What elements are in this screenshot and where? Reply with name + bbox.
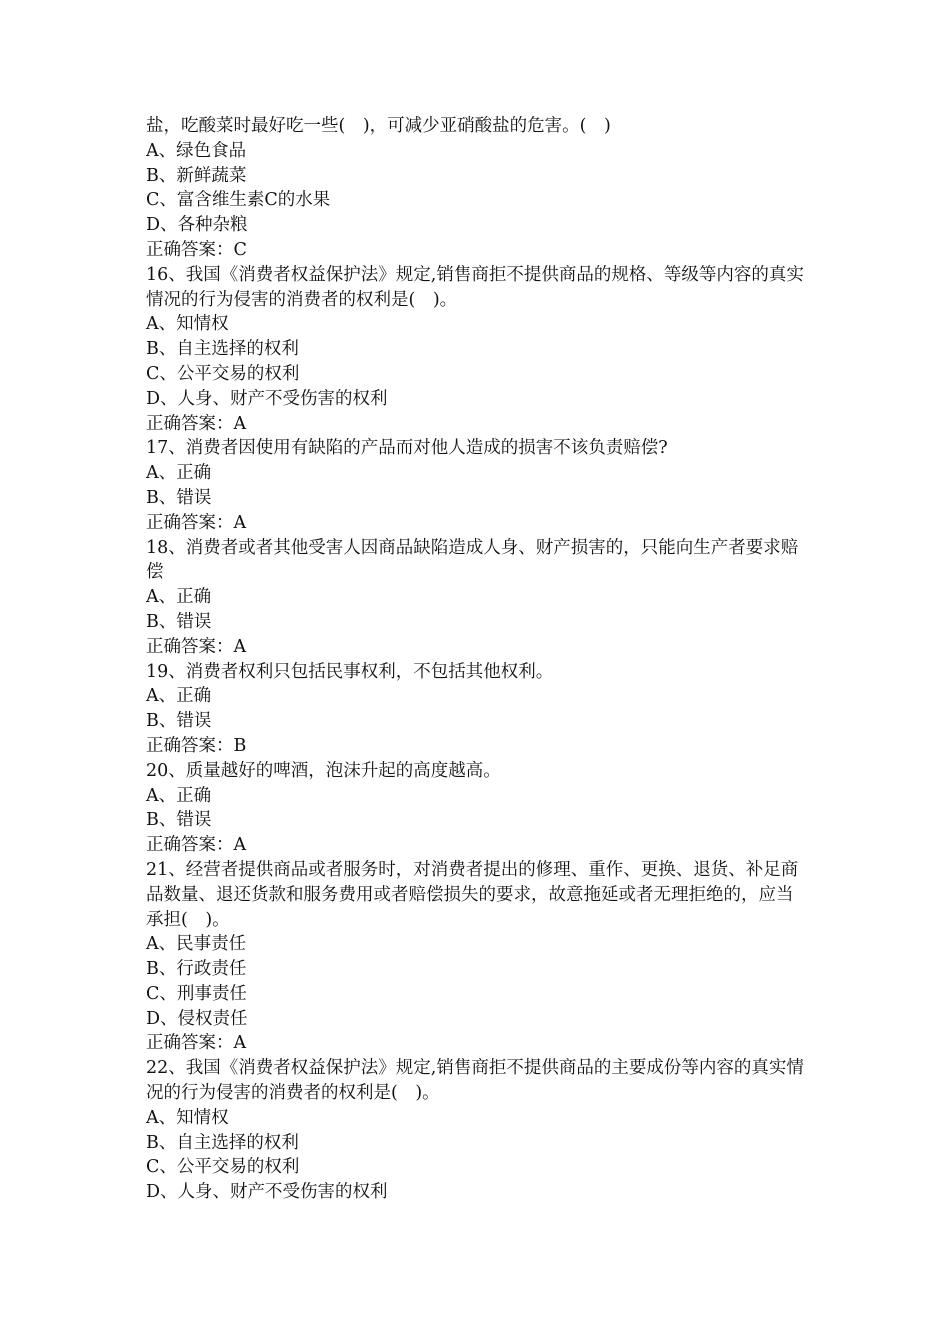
correct-answer: 正确答案：C [146, 239, 247, 260]
answer-option: C、公平交易的权利 [146, 363, 300, 384]
answer-option: B、错误 [146, 487, 212, 508]
answer-option: A、正确 [146, 463, 212, 484]
answer-option: D、侵权责任 [146, 1008, 248, 1029]
correct-answer: 正确答案：A [146, 636, 247, 657]
answer-option: D、人身、财产不受伤害的权利 [146, 388, 388, 409]
answer-option: A、正确 [146, 785, 212, 806]
question-text: 盐，吃酸菜时最好吃一些( )，可减少亚硝酸盐的危害。( ) [146, 116, 611, 136]
answer-option: B、错误 [146, 611, 212, 632]
answer-option: C、富含维生素C的水果 [146, 190, 331, 211]
answer-option: A、民事责任 [146, 934, 247, 955]
question-list [146, 114, 810, 1205]
answer-option: D、人身、财产不受伤害的权利 [146, 1182, 388, 1203]
answer-option: B、新鲜蔬菜 [146, 165, 247, 186]
correct-answer: 正确答案：B [146, 735, 247, 756]
answer-option: B、错误 [146, 711, 212, 732]
answer-option: B、错误 [146, 810, 212, 831]
correct-answer: 正确答案：A [146, 835, 247, 856]
question-text: 16、我国《消费者权益保护法》规定,销售商拒不提供商品的规格、等级等内容的真实情况的行为侵害的消费者的权利是( )。 [146, 264, 804, 310]
answer-option: A、绿色食品 [146, 140, 247, 161]
question-text: 18、消费者或者其他受害人因商品缺陷造成人身、财产损害的，只能向生产者要求赔偿 [146, 537, 799, 583]
question-text: 17、消费者因使用有缺陷的产品而对他人造成的损害不该负责赔偿? [146, 438, 668, 459]
answer-option: B、行政责任 [146, 959, 247, 980]
answer-option: D、各种杂粮 [146, 215, 248, 236]
answer-option: B、自主选择的权利 [146, 1132, 299, 1153]
document-page [146, 114, 810, 1205]
question-text: 19、消费者权利只包括民事权利，不包括其他权利。 [146, 661, 554, 682]
question-text: 20、质量越好的啤酒，泡沫升起的高度越高。 [146, 760, 501, 781]
answer-option: A、正确 [146, 686, 212, 707]
question-text: 21、经营者提供商品或者服务时，对消费者提出的修理、重作、更换、退货、补足商品数量、退还货款和服务费用或者赔偿损失的要求，故意拖延或者无理拒绝的，应当承担( )。 [146, 859, 799, 930]
question-text: 22、我国《消费者权益保护法》规定,销售商拒不提供商品的主要成份等内容的真实情况的行为侵害的消费者的权利是( )。 [146, 1058, 804, 1104]
correct-answer: 正确答案：A [146, 512, 247, 533]
correct-answer: 正确答案：A [146, 1033, 247, 1054]
answer-option: A、知情权 [146, 1107, 229, 1128]
answer-option: A、正确 [146, 587, 212, 608]
answer-option: C、公平交易的权利 [146, 1157, 300, 1178]
correct-answer: 正确答案：A [146, 413, 247, 434]
answer-option: B、自主选择的权利 [146, 339, 299, 360]
answer-option: C、刑事责任 [146, 983, 247, 1004]
answer-option: A、知情权 [146, 314, 229, 335]
